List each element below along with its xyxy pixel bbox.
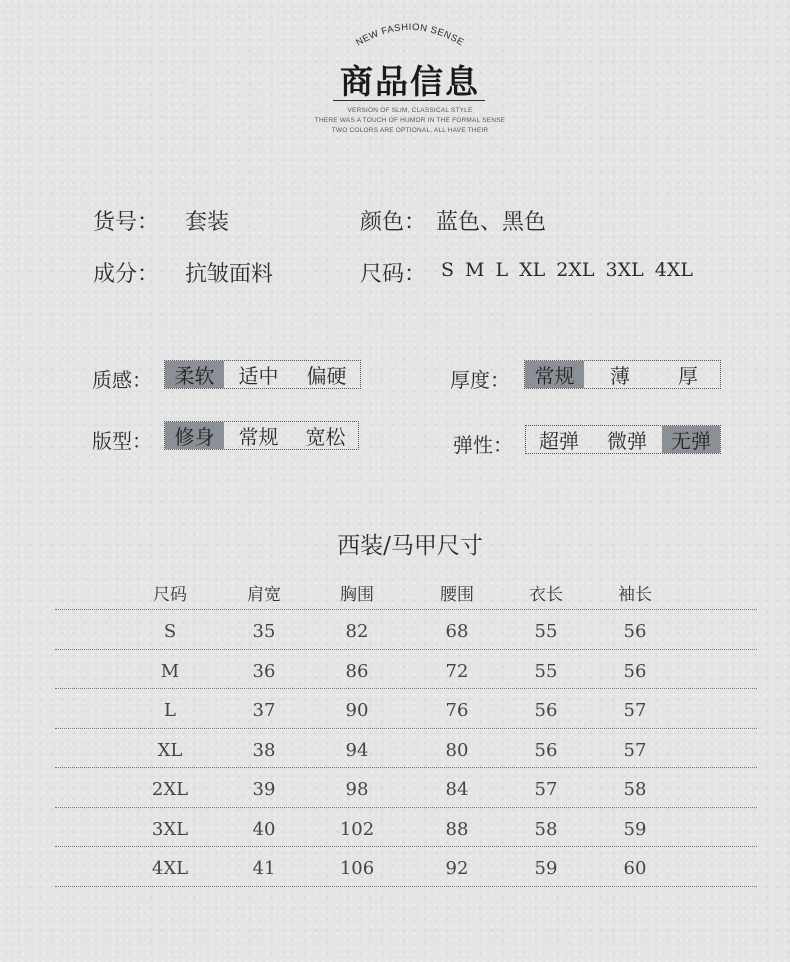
- subtitle-line-1: VERSION OF SLIM, CLASSICAL STYLE: [347, 107, 473, 114]
- size-l: L: [495, 259, 509, 281]
- table-cell-size: 3XL: [151, 818, 189, 840]
- table-cell-shoulder: 35: [252, 621, 276, 642]
- table-cell-shoulder: 36: [252, 660, 276, 682]
- new-fashion-sense-arc-text: [340, 14, 480, 54]
- table-cell-chest: 86: [345, 660, 369, 682]
- texture-label: 质感：: [92, 368, 152, 392]
- table-header-size: 尺码: [153, 585, 187, 605]
- elasticity-option-none: 无弹: [662, 426, 720, 453]
- fit-option-regular: 常规: [238, 425, 279, 449]
- title-divider: [333, 100, 485, 101]
- table-cell-size: XL: [157, 739, 183, 761]
- material-value: 抗皱面料: [185, 262, 274, 287]
- page-title: 商品信息: [340, 62, 480, 101]
- table-row-divider: [55, 846, 757, 847]
- table-cell-chest: 94: [345, 739, 369, 761]
- fit-option-slim: 修身: [165, 422, 224, 449]
- table-cell-sleeve: 56: [623, 660, 647, 682]
- color-label: 颜色：: [360, 210, 427, 235]
- subtitle-line-3: TWO COLORS ARE OPTIONAL, ALL HAVE THEIR: [331, 127, 489, 134]
- table-cell-length: 55: [534, 660, 558, 682]
- table-row-divider: [55, 728, 757, 729]
- table-cell-sleeve: 60: [623, 858, 647, 879]
- table-cell-sleeve: 57: [623, 700, 647, 721]
- table-cell-shoulder: 41: [252, 858, 276, 879]
- table-header-shoulder: 肩宽: [247, 585, 281, 605]
- table-row-divider: [55, 649, 757, 650]
- item-no-value: 套装: [185, 210, 230, 235]
- table-cell-shoulder: 37: [252, 700, 276, 721]
- table-cell-size: 4XL: [151, 858, 189, 879]
- fit-option-loose: 宽松: [305, 425, 346, 449]
- table-cell-length: 55: [534, 621, 558, 642]
- table-cell-size: S: [163, 621, 177, 642]
- table-header-length: 衣长: [529, 585, 563, 605]
- table-cell-length: 58: [534, 818, 558, 840]
- subtitle-line-2: THERE WAS A TOUCH OF HUMOR IN THE FORMAL SENSE: [314, 117, 506, 124]
- item-no-label: 货号：: [93, 210, 160, 235]
- table-cell-length: 59: [534, 858, 558, 879]
- table-row-divider: [55, 767, 757, 768]
- table-row-divider: [55, 807, 757, 808]
- table-row-divider: [55, 688, 757, 689]
- texture-option-soft: 柔软: [165, 361, 224, 388]
- fit-options: [164, 421, 359, 450]
- table-cell-waist: 76: [445, 700, 469, 721]
- material-label: 成分：: [93, 262, 160, 287]
- thickness-label: 厚度：: [450, 368, 510, 392]
- table-cell-waist: 88: [445, 818, 469, 840]
- table-cell-size: 2XL: [151, 779, 189, 800]
- elasticity-option-super: 超弹: [539, 429, 579, 453]
- svg-text:NEW FASHION SENSE: NEW FASHION SENSE: [354, 21, 466, 49]
- table-cell-waist: 80: [445, 739, 469, 761]
- thickness-options: [524, 360, 721, 389]
- size-table-title: 西装/马甲尺寸: [337, 533, 483, 559]
- size-3xl: 3XL: [605, 259, 644, 281]
- table-cell-shoulder: 38: [252, 739, 276, 761]
- texture-option-hard: 偏硬: [306, 364, 347, 388]
- size-label: 尺码：: [360, 262, 427, 287]
- table-cell-shoulder: 40: [252, 818, 276, 840]
- table-cell-sleeve: 57: [623, 739, 647, 761]
- table-cell-waist: 68: [445, 621, 469, 642]
- thickness-option-thick: 厚: [678, 364, 698, 388]
- table-header-divider: [55, 609, 757, 610]
- table-cell-chest: 102: [339, 818, 375, 840]
- color-value: 蓝色、黑色: [436, 210, 547, 235]
- table-cell-waist: 92: [445, 858, 469, 879]
- elasticity-label: 弹性：: [453, 433, 513, 457]
- table-header-waist: 腰围: [440, 585, 474, 605]
- table-cell-chest: 98: [345, 779, 369, 800]
- table-cell-waist: 84: [445, 779, 469, 800]
- thickness-option-regular: 常规: [525, 361, 584, 388]
- fit-label: 版型：: [92, 429, 152, 453]
- size-m: M: [465, 259, 485, 281]
- table-cell-chest: 82: [345, 621, 369, 642]
- table-cell-size: M: [160, 660, 180, 682]
- table-cell-length: 57: [534, 779, 558, 800]
- thickness-option-thin: 薄: [610, 364, 630, 388]
- size-4xl: 4XL: [654, 259, 693, 281]
- table-cell-sleeve: 58: [623, 779, 647, 800]
- table-header-chest: 胸围: [340, 585, 374, 605]
- table-cell-shoulder: 39: [252, 779, 276, 800]
- table-cell-length: 56: [534, 739, 558, 761]
- size-2xl: 2XL: [556, 259, 595, 281]
- table-header-sleeve: 袖长: [618, 585, 652, 605]
- table-cell-sleeve: 59: [623, 818, 647, 840]
- texture-options: [164, 360, 361, 389]
- table-row-divider: [55, 886, 757, 887]
- table-cell-chest: 90: [345, 700, 369, 721]
- elasticity-option-slight: 微弹: [607, 429, 647, 453]
- elasticity-options: [525, 425, 721, 454]
- size-s: S: [441, 259, 455, 281]
- table-cell-waist: 72: [445, 660, 469, 682]
- table-cell-sleeve: 56: [623, 621, 647, 642]
- texture-option-medium: 适中: [238, 364, 279, 388]
- table-cell-length: 56: [534, 700, 558, 721]
- table-cell-chest: 106: [339, 858, 375, 879]
- size-list: [441, 259, 704, 281]
- size-xl: XL: [519, 259, 546, 281]
- table-cell-size: L: [164, 700, 176, 721]
